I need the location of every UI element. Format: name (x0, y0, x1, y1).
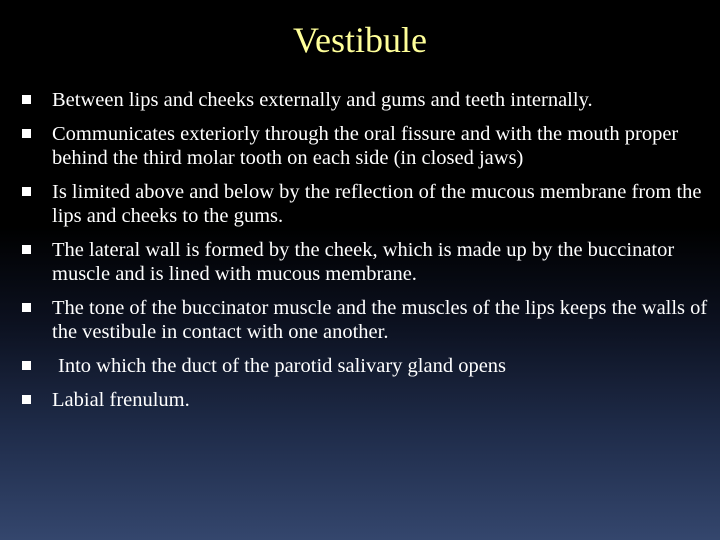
bullet-item (22, 388, 712, 412)
bullet-text: The tone of the buccinator muscle and the muscles of the lips keeps the walls of the vestibule in contact with one another. (52, 297, 708, 343)
bullet-text: Communicates exteriorly through the oral fissure and with the mouth proper behind the third molar tooth on each side (in closed jaws) (52, 123, 679, 169)
slide-title: Vestibule (293, 20, 427, 60)
bullet-text: The lateral wall is formed by the cheek, which is made up by the buccinator muscle and is lined with mucous membrane. (52, 239, 675, 285)
bullet-item (22, 122, 712, 170)
bullet-text: Labial frenulum. (52, 389, 190, 411)
bullet-text: Into which the duct of the parotid salivary gland opens (58, 355, 507, 377)
bullet-text: Between lips and cheeks externally and gums and teeth internally. (52, 89, 593, 111)
square-bullet-icon (22, 303, 31, 312)
square-bullet-icon (22, 361, 31, 370)
bullet-item (22, 238, 712, 286)
bullet-item (22, 88, 712, 112)
square-bullet-icon (22, 129, 31, 138)
square-bullet-icon (22, 395, 31, 404)
bullet-item (22, 180, 712, 228)
bullet-text: Is limited above and below by the reflection of the mucous membrane from the lips and cheeks to the gums. (52, 181, 702, 227)
bullet-item (22, 354, 712, 378)
square-bullet-icon (22, 95, 31, 104)
square-bullet-icon (22, 187, 31, 196)
bullet-item (22, 296, 712, 344)
bullet-list (22, 88, 712, 422)
square-bullet-icon (22, 245, 31, 254)
